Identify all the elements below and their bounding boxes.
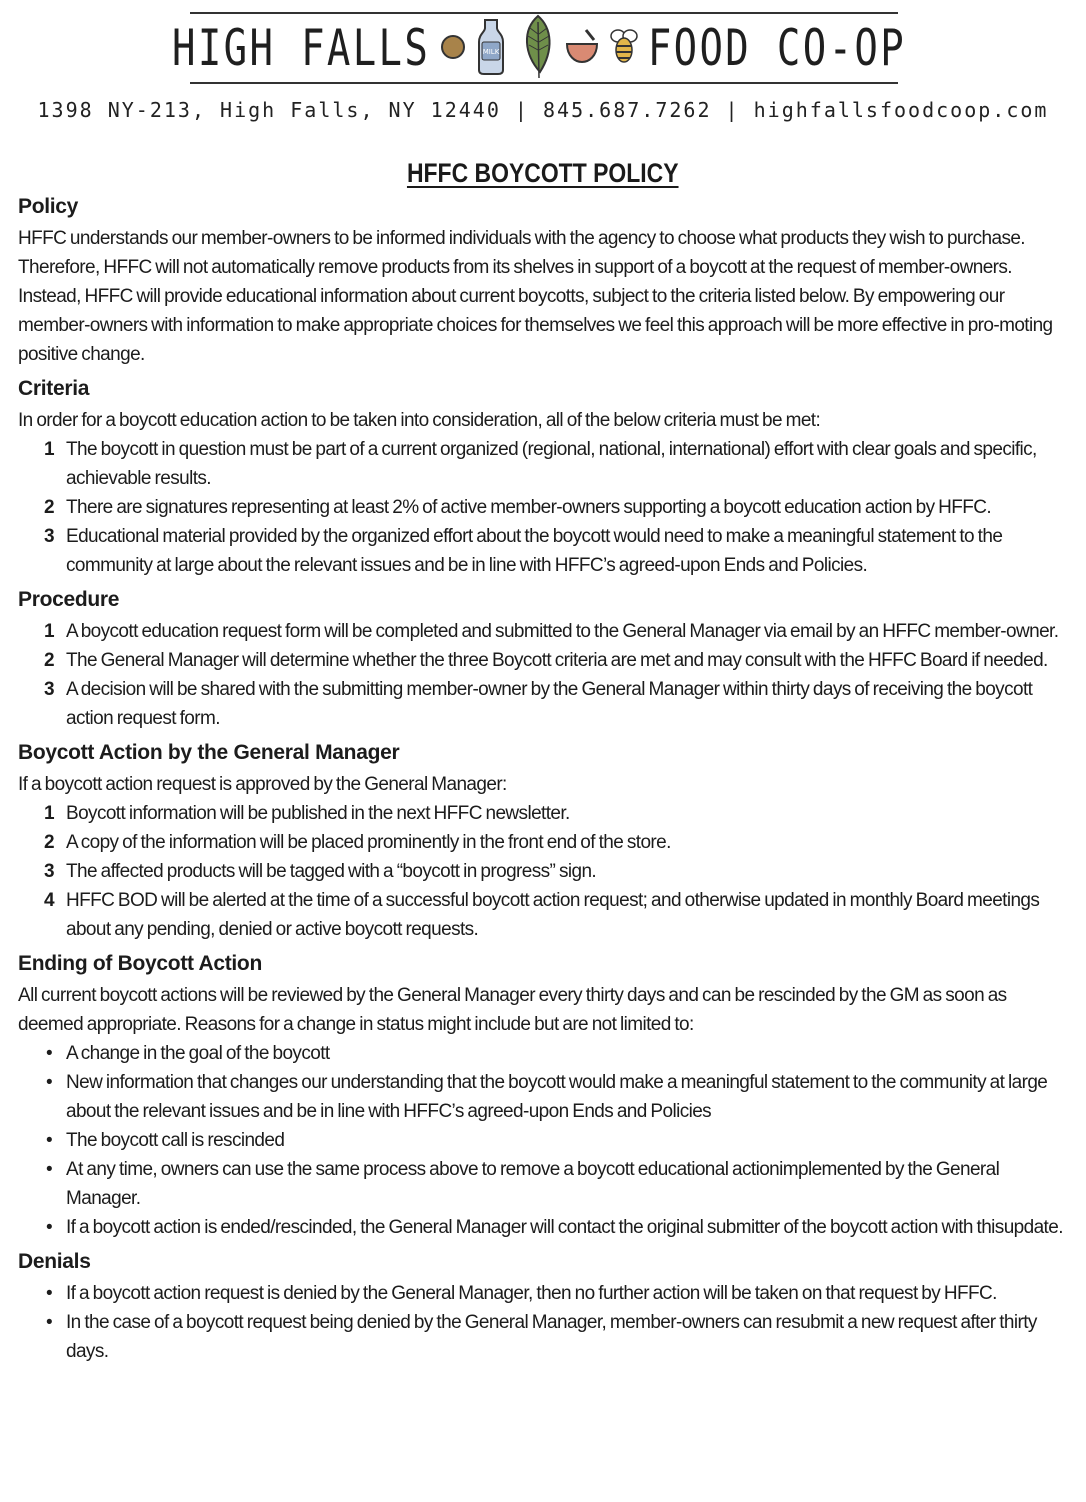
list-item	[18, 1308, 1070, 1366]
list-text: The boycott in question must be part of a current organized (regional, national, international) effort with clear goals and specific, achievable results.	[66, 439, 1037, 489]
list-text: The General Manager will determine whether the three Boycott criteria are met and may consult with the HFFC Board if needed.	[66, 650, 1048, 671]
section-intro: In order for a boycott education action to be taken into consideration, all of the below criteria must be met:	[18, 410, 821, 431]
list-number: 4	[44, 890, 55, 911]
list-item	[18, 1126, 1070, 1155]
bullet: •	[46, 1159, 53, 1180]
list-text: New information that changes our understanding that the boycott would make a meaningful statement to the community at large about the relevant issues and be in line with HFFC’s agreed-upon Ends and Policies	[66, 1072, 1048, 1122]
list-text: Boycott information will be published in the next HFFC newsletter.	[66, 803, 570, 824]
section-heading: Denials	[18, 1250, 91, 1273]
list-text: A boycott education request form will be completed and submitted to the General Manager via email by an HFFC member-owner.	[66, 621, 1059, 642]
list-number: 1	[44, 439, 55, 460]
section-heading: Policy	[18, 195, 79, 218]
list-number: 2	[44, 832, 55, 853]
procedure-list	[18, 617, 1070, 733]
list-text: In the case of a boycott request being denied by the General Manager, member-owners can resubmit a new request after thirty days.	[66, 1312, 1037, 1362]
nut-icon	[440, 34, 466, 60]
list-text: A change in the goal of the boycott	[66, 1043, 330, 1064]
policy-title-text: HFFC BOYCOTT POLICY	[407, 158, 679, 188]
leaf-icon	[518, 14, 558, 80]
brand-name-right: FOOD CO-OP	[647, 19, 906, 77]
policy-content	[18, 190, 1070, 1369]
section-heading: Ending of Boycott Action	[18, 952, 262, 975]
logo-illustrations	[434, 14, 654, 80]
list-number: 3	[44, 526, 55, 547]
list-item	[18, 799, 1070, 828]
list-item	[18, 1155, 1070, 1213]
ending-reasons-list	[18, 1039, 1070, 1242]
list-number: 2	[44, 497, 55, 518]
action-list	[18, 799, 1070, 944]
letterhead	[172, 6, 906, 88]
list-text: A copy of the information will be placed prominently in the front end of the store.	[66, 832, 671, 853]
policy-title	[0, 158, 1086, 189]
list-text: There are signatures representing at least 2% of active member-owners supporting a boycott education action by HFFC.	[66, 497, 992, 518]
list-item	[18, 435, 1070, 493]
list-item	[18, 522, 1070, 580]
section-denials	[18, 1245, 1070, 1366]
list-text: If a boycott action is ended/rescinded, the General Manager will contact the original submitter of the boycott action with thisupdate.	[66, 1217, 1063, 1238]
section-boycott-action	[18, 736, 1070, 944]
list-item	[18, 1068, 1070, 1126]
list-text: The boycott call is rescinded	[66, 1130, 285, 1151]
bullet: •	[46, 1312, 53, 1333]
section-heading: Boycott Action by the General Manager	[18, 741, 400, 764]
bullet: •	[46, 1283, 53, 1304]
bullet: •	[46, 1130, 53, 1151]
list-item	[18, 1213, 1070, 1242]
section-paragraph: HFFC understands our member-owners to be informed individuals with the agency to choose what products they wish to purchase. Therefore, HFFC will not automatically remove products from its shelves in support of a boycott at the request of member-owners. Instead, HFFC will provide educational information about current boycotts, subject to the criteria listed below. By empowering our member-owners with information to make appropriate choices for themselves we feel this approach will be more effective in pro-moting positive change.	[18, 228, 1053, 365]
section-policy	[18, 190, 1070, 369]
criteria-list	[18, 435, 1070, 580]
list-text: The affected products will be tagged with a “boycott in progress” sign.	[66, 861, 597, 882]
list-number: 3	[44, 861, 55, 882]
bullet: •	[46, 1217, 53, 1238]
list-item	[18, 493, 1070, 522]
list-item	[18, 1279, 1070, 1308]
list-item	[18, 646, 1070, 675]
bee-icon	[606, 26, 642, 66]
list-number: 1	[44, 621, 55, 642]
list-text: A decision will be shared with the submitting member-owner by the General Manager within thirty days of receiving the boycott action request form.	[66, 679, 1033, 729]
list-number: 2	[44, 650, 55, 671]
list-item	[18, 886, 1070, 944]
contact-address-line: 1398 NY-213, High Falls, NY 12440 | 845.687.7262 | highfallsfoodcoop.com	[37, 98, 1049, 122]
header-bottom-rule	[190, 82, 898, 84]
section-heading: Procedure	[18, 588, 120, 611]
list-text: If a boycott action request is denied by the General Manager, then no further action will be taken on that request by HFFC.	[66, 1283, 997, 1304]
section-intro: If a boycott action request is approved by the General Manager:	[18, 774, 507, 795]
list-item	[18, 617, 1070, 646]
milk-label: MILK	[482, 48, 500, 56]
brand-name-left: HIGH FALLS	[172, 19, 431, 77]
section-intro: All current boycott actions will be reviewed by the General Manager every thirty days and can be rescinded by the GM as soon as deemed appropriate. Reasons for a change in status might include but are not limited to:	[18, 985, 1007, 1035]
list-item	[18, 857, 1070, 886]
list-text: HFFC BOD will be alerted at the time of a successful boycott action request; and otherwise updated in monthly Board meetings about any pending, denied or active boycott requests.	[66, 890, 1040, 940]
list-number: 3	[44, 679, 55, 700]
list-item	[18, 1039, 1070, 1068]
list-item	[18, 828, 1070, 857]
section-ending	[18, 947, 1070, 1242]
section-procedure	[18, 583, 1070, 733]
list-text: At any time, owners can use the same process above to remove a boycott educational actionimplemented by the General Manager.	[66, 1159, 1000, 1209]
mortar-bowl-icon	[564, 28, 600, 64]
section-heading: Criteria	[18, 377, 90, 400]
list-item	[18, 675, 1070, 733]
bullet: •	[46, 1043, 53, 1064]
milk-bottle-icon	[476, 18, 506, 76]
section-criteria	[18, 372, 1070, 580]
bullet: •	[46, 1072, 53, 1093]
list-text: Educational material provided by the organized effort about the boycott would need to make a meaningful statement to the community at large about the relevant issues and be in line with HFFC’s agreed-upon Ends and Policies.	[66, 526, 1003, 576]
list-number: 1	[44, 803, 55, 824]
denials-list	[18, 1279, 1070, 1366]
